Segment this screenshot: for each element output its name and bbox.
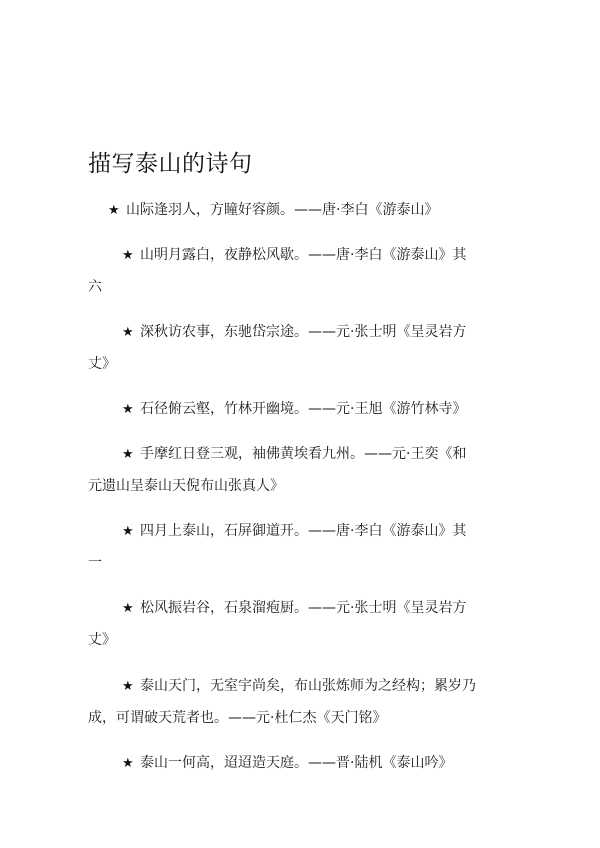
star-icon: ★ xyxy=(122,756,134,771)
poem-line-continued xyxy=(88,708,386,728)
poem-text: 山际逢羽人，方瞳好容颜。——唐·李白《游泰山》 xyxy=(126,202,439,218)
poem-text: 泰山一何高，迢迢造天庭。——晋·陆机《泰山吟》 xyxy=(140,755,453,771)
poem-line-continued xyxy=(88,354,116,374)
star-icon: ★ xyxy=(122,325,134,340)
poem-text: 石径俯云壑，竹林开幽境。——元·王旭《游竹林寺》 xyxy=(140,401,467,417)
star-icon: ★ xyxy=(122,402,134,417)
poem-text: 丈》 xyxy=(88,356,116,372)
poem-line xyxy=(122,444,466,465)
poem-line xyxy=(122,322,466,343)
poem-text: 深秋访农事，东驰岱宗途。——元·张士明《呈灵岩方 xyxy=(140,324,467,340)
poem-line xyxy=(122,598,466,619)
poem-text: 一 xyxy=(88,555,102,571)
poem-text: 泰山天门，无室宇尚矣，布山张炼师为之经构；累岁乃 xyxy=(140,678,476,694)
poem-text: 成，可谓破天荒者也。——元·杜仁杰《天门铭》 xyxy=(88,710,387,726)
star-icon: ★ xyxy=(122,601,134,616)
poem-line xyxy=(122,676,476,697)
poem-text: 山明月露白，夜静松风歇。——唐·李白《游泰山》其 xyxy=(140,247,467,263)
poem-line-continued xyxy=(88,630,116,650)
poem-text: 丈》 xyxy=(88,632,116,648)
poem-text: 手摩红日登三观，袖佛黄埃看九州。——元·王奕《和 xyxy=(140,446,467,462)
poem-line xyxy=(108,200,438,221)
poem-line-continued xyxy=(88,553,102,573)
poem-line xyxy=(122,521,466,542)
poem-line-continued xyxy=(88,277,102,297)
poem-line xyxy=(122,399,466,420)
page-title: 描写泰山的诗句 xyxy=(88,151,253,177)
star-icon: ★ xyxy=(108,203,120,218)
poem-text: 六 xyxy=(88,279,102,295)
poem-line xyxy=(122,753,452,774)
star-icon: ★ xyxy=(122,679,134,694)
poem-text: 元遗山呈泰山天倪布山张真人》 xyxy=(88,478,284,494)
star-icon: ★ xyxy=(122,524,134,539)
star-icon: ★ xyxy=(122,447,134,462)
poem-line-continued xyxy=(88,476,284,496)
poem-text: 松风振岩谷，石泉溜疱厨。——元·张士明《呈灵岩方 xyxy=(140,600,467,616)
poem-text: 四月上泰山，石屏御道开。——唐·李白《游泰山》其 xyxy=(140,523,467,539)
poem-line xyxy=(122,245,466,266)
star-icon: ★ xyxy=(122,248,134,263)
